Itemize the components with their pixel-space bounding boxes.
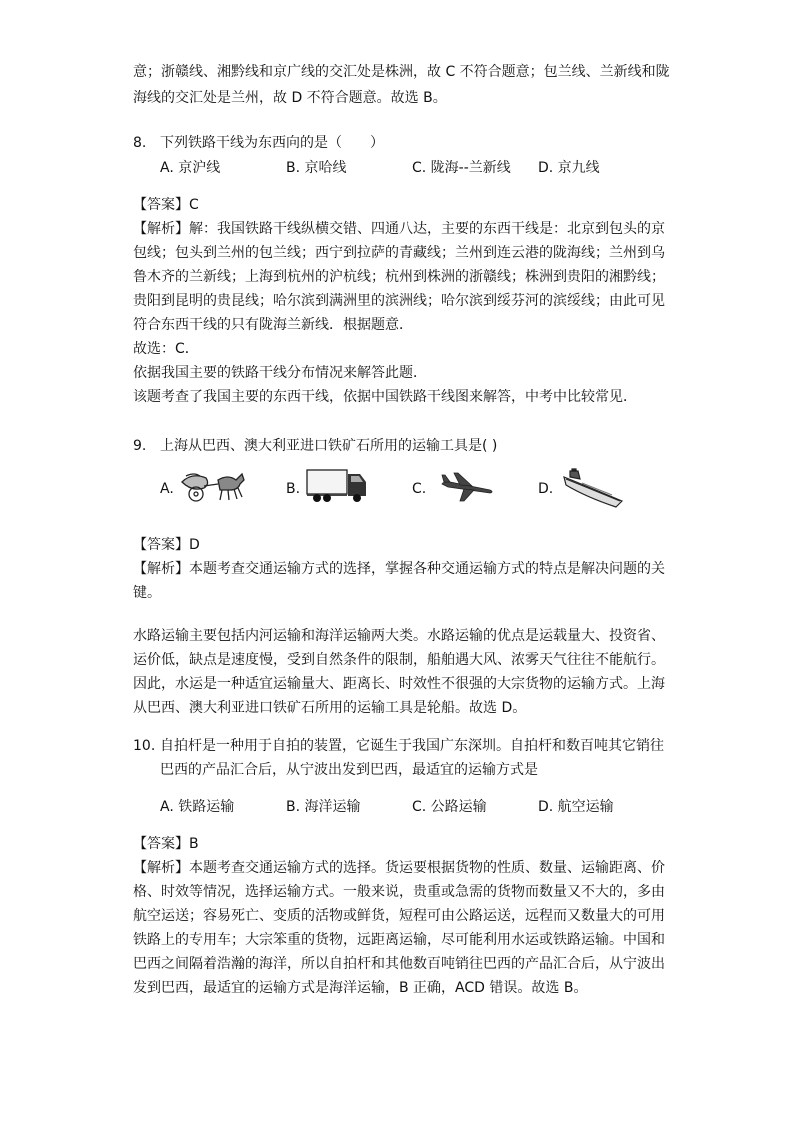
intro-line-2: 海线的交汇处是兰州，故 D 不符合题意。故选 B。 [133,90,447,106]
q9-stem: 上海从巴西、澳大利亚进口铁矿石所用的运输工具是( ) [160,438,498,454]
q9-number: 9. [133,438,147,454]
q10-stem-line-1: 自拍杆是一种用于自拍的装置，它诞生于我国广东深圳。自拍杆和数百吨其它销往 [160,738,664,754]
q8-analysis-line-2: 包线；包头到兰州的包兰线；西宁到拉萨的青藏线；兰州到连云港的陇海线；兰州到乌 [133,245,665,261]
horse-cart-icon [178,470,250,504]
q8-option-d: D. 京九线 [538,160,600,176]
q9-answer: 【答案】D [133,537,200,553]
q10-analysis-line-2: 格、时效等情况，选择运输方式。一般来说，贵重或急需的货物而数量又不大的，多由 [133,884,665,900]
q8-analysis-line-5: 符合东西干线的只有陇海兰新线．根据题意． [133,317,413,333]
q9-explain-line-2: 运价低，缺点是速度慢，受到自然条件的限制，船舶遇大风、浓雾天气往往不能航行。 [133,652,665,668]
q10-analysis-line-6: 发到巴西，最适宜的运输方式是海洋运输，B 正确，ACD 错误。故选 B。 [133,980,588,996]
q8-number: 8. [133,135,147,151]
q8-answer: 【答案】C [133,197,199,213]
q8-option-c: C. 陇海--兰新线 [412,160,511,176]
q10-option-c: C. 公路运输 [412,799,487,815]
q9-analysis-line-1: 【解析】本题考查交通运输方式的选择，掌握各种交通运输方式的特点是解决问题的关 [133,561,665,577]
q9-option-d: D. [538,481,554,497]
q10-option-a: A. 铁路运输 [160,799,235,815]
q9-explain-line-1: 水路运输主要包括内河运输和海洋运输两大类。水路运输的优点是运载量大、投资省、 [133,628,665,644]
q8-option-a: A. 京沪线 [160,160,221,176]
q8-analysis-line-3: 鲁木齐的兰新线；上海到杭州的沪杭线；杭州到株洲的浙赣线；株洲到贵阳的湘黔线； [133,269,665,285]
q10-stem-line-2: 巴西的产品汇合后，从宁波出发到巴西，最适宜的运输方式是 [160,762,538,778]
truck-icon [305,466,369,506]
q10-analysis-line-3: 航空运送；容易死亡、变质的活物或鲜货，短程可由公路运送，远程而又数量大的可用 [133,908,665,924]
airplane-icon [440,470,494,504]
q8-analysis-line-7: 依据我国主要的铁路干线分布情况来解答此题． [133,365,427,381]
q10-answer: 【答案】B [133,836,199,852]
q9-explain-line-3: 因此，水运是一种适宜运输量大、距离长、时效性不很强的大宗货物的运输方式。上海 [133,676,665,692]
q8-analysis-line-4: 贵阳到昆明的贵昆线；哈尔滨到满洲里的滨洲线；哈尔滨到绥芬河的滨绥线；由此可见 [133,293,665,309]
q8-analysis-line-8: 该题考查了我国主要的东西干线，依据中国铁路干线图来解答，中考中比较常见． [133,389,637,405]
q10-analysis-line-4: 铁路上的专用车；大宗笨重的货物，远距离运输，尽可能利用水运或铁路运输。中国和 [133,932,665,948]
q8-option-b: B. 京哈线 [286,160,347,176]
intro-line-1: 意；浙赣线、湘黔线和京广线的交汇处是株洲，故 C 不符合题意；包兰线、兰新线和陇 [133,64,670,80]
q9-analysis-line-2: 键。 [133,585,161,601]
q10-analysis-line-5: 巴西之间隔着浩瀚的海洋，所以自拍杆和其他数百吨销往巴西的产品汇合后，从宁波出 [133,956,665,972]
q8-analysis-line-1: 【解析】解：我国铁路干线纵横交错、四通八达，主要的东西干线是：北京到包头的京 [133,221,665,237]
q8-analysis-line-6: 故选：C． [133,341,199,357]
q9-option-b: B. [286,481,301,497]
q10-analysis-line-1: 【解析】本题考查交通运输方式的选择。货运要根据货物的性质、数量、运输距离、价 [133,860,665,876]
q9-explain-line-4: 从巴西、澳大利亚进口铁矿石所用的运输工具是轮船。故选 D。 [133,700,527,716]
q10-option-d: D. 航空运输 [538,799,614,815]
q9-option-a: A. [160,481,174,497]
ship-icon [562,467,624,509]
q8-stem: 下列铁路干线为东西向的是（ ） [160,135,384,151]
q10-number: 10. [133,738,156,754]
q9-option-c: C. [412,481,427,497]
q10-option-b: B. 海洋运输 [286,799,361,815]
